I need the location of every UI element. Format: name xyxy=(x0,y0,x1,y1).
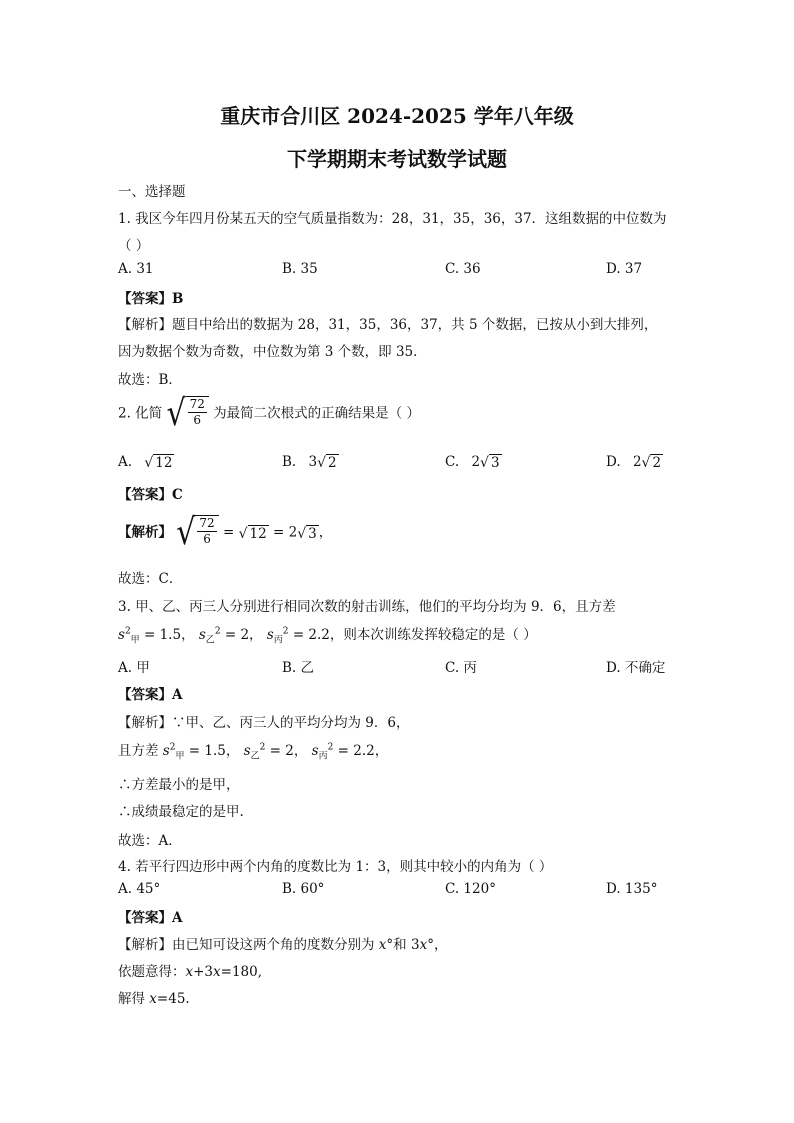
q2-denominator: 6 xyxy=(193,413,202,427)
q4-analysis-line3-a: 解得 xyxy=(118,991,150,1007)
q3-variance-tail: ，则本次训练发挥较稳定的是（ ） xyxy=(329,627,537,643)
q3-conclusion: 故选：A． xyxy=(118,833,182,849)
q4-var-x-2: x xyxy=(419,937,428,953)
q3-analysis-sub-bing: 丙 xyxy=(318,751,328,762)
q4-analysis-line2-c: =180, xyxy=(220,964,263,980)
q2-option-c-radicand: 3 xyxy=(490,455,500,471)
q1-analysis-line1: 【解析】题目中给出的数据为 28，31，35，36，37，共 5 个数据，已按从小到大排列， xyxy=(118,317,658,333)
q1-answer: 【答案】B xyxy=(118,291,184,307)
radical-sign: √ xyxy=(166,392,186,435)
q4-analysis-line1-c: ， xyxy=(433,937,448,953)
q3-analysis-var-bing: = 2.2 xyxy=(337,743,375,759)
q4-var-x-4: x xyxy=(213,964,221,980)
q3-analysis-line3: ∴方差最小的是甲， xyxy=(118,777,240,793)
q2-option-d-label: D. xyxy=(606,454,621,470)
q2-option-d-coef: 2 xyxy=(632,454,642,470)
q1-paren: （ ） xyxy=(118,238,150,254)
q2-option-c: C. 2 √ 3 xyxy=(445,454,500,471)
q2-option-c-coef: 2 xyxy=(471,454,481,470)
q3-option-b: B. 乙 xyxy=(282,660,315,676)
q2-option-a: A. √ 12 xyxy=(118,454,173,471)
q4-analysis-line2 xyxy=(118,960,262,980)
q3-sub-jia: 甲 xyxy=(130,635,140,646)
q2-option-a-radicand: 12 xyxy=(155,455,173,471)
title-line-2: 下学期期末考试数学试题 xyxy=(287,147,507,171)
q2-option-c-label: C. xyxy=(445,454,460,470)
q2-option-d: D. 2 √ 2 xyxy=(606,454,662,471)
q3-analysis-sub-yi: 乙 xyxy=(250,751,260,762)
q2-analysis-denominator: 6 xyxy=(203,532,211,546)
q3-option-d: D. 不确定 xyxy=(606,660,666,676)
q3-var-jia: = 1.5 xyxy=(143,627,182,643)
q3-option-c: C. 丙 xyxy=(445,660,477,676)
q4-analysis-line1-a: 【解析】由已知可设这两个角的度数分别为 xyxy=(118,937,379,953)
title-line-1: 重庆市合川区 2024-2025 学年八年级 xyxy=(220,104,574,128)
q3-analysis-var-yi: = 2 xyxy=(269,743,294,759)
q2-analysis-eq2: = 2 xyxy=(268,524,298,541)
q4-analysis-line3-b: =45. xyxy=(156,991,190,1007)
q2-analysis-radicand1: 12 xyxy=(249,525,267,542)
q1-analysis-line2: 因为数据个数为奇数，中位数为第 3 个数，即 35． xyxy=(118,344,427,360)
q2-option-a-label: A. xyxy=(118,454,133,470)
q2-option-b: B. 3 √ 2 xyxy=(282,454,337,471)
q4-deg-1: ° xyxy=(386,937,394,953)
q3-sub-bing: 丙 xyxy=(273,635,283,646)
q2-answer: 【答案】C xyxy=(118,487,183,503)
q4-analysis-line2-a: 依题意得： xyxy=(118,964,186,980)
q2-stem xyxy=(118,392,420,435)
q2-conclusion: 故选：C． xyxy=(118,571,183,587)
q4-option-c: C. 120° xyxy=(445,881,496,897)
q3-answer: 【答案】A xyxy=(118,687,183,703)
q3-var-bing: = 2.2 xyxy=(292,627,330,643)
q3-analysis-line2-prefix: 且方差 xyxy=(118,743,159,759)
q4-deg-2: ° xyxy=(427,937,434,953)
q2-option-d-radicand: 2 xyxy=(652,455,662,471)
q4-var-x-1: x xyxy=(378,937,387,953)
q1-option-b: B. 35 xyxy=(282,261,318,277)
q4-option-d: D. 135° xyxy=(606,881,658,897)
q2-suffix: 为最简二次根式的正确结果是（ ） xyxy=(213,405,420,422)
q3-analysis-sub-jia: 甲 xyxy=(175,751,185,762)
q3-sub-yi: 乙 xyxy=(205,635,215,646)
q3-analysis-line2: 且方差 $s^2_甲 = 1.5$， $s_乙^2 = 2$， $s_丙^2 = 2.2$， xyxy=(118,742,389,762)
q3-analysis-line1: 【解析】∵甲、乙、丙三人的平均分均为 9．6， xyxy=(118,715,410,731)
q1-conclusion: 故选：B． xyxy=(118,372,182,388)
q4-var-x-3: x xyxy=(185,964,194,980)
q2-analysis: 【解析】 √ $\frac{72}{6}$ = √ 12 = 2 √ 3 ， xyxy=(118,511,333,554)
q2-analysis-label: 【解析】 xyxy=(118,524,172,541)
q2-numerator: 72 xyxy=(189,397,205,411)
q3-variance-line: $s^2_甲 = 1.5$， $s_乙^2 = 2$， $s_丙^2 = 2.2$，则本次训练发挥较稳定的是（ ） xyxy=(118,626,537,646)
q3-analysis-line4: ∴成绩最稳定的是甲. xyxy=(118,804,244,820)
q2-analysis-radicand2: 3 xyxy=(308,525,317,542)
q4-option-b: B. 60° xyxy=(282,881,325,897)
q4-var-x-5: x xyxy=(149,991,157,1007)
q4-answer: 【答案】A xyxy=(118,910,183,926)
q3-stem: 3. 甲、乙、丙三人分别进行相同次数的射击训练，他们的平均分均为 9．6，且方差 xyxy=(118,599,616,615)
q2-option-b-coef: 3 xyxy=(308,454,318,470)
q4-analysis-line2-b: +3 xyxy=(193,964,214,980)
q1-option-a: A. 31 xyxy=(118,261,154,277)
q2-analysis-numerator: 72 xyxy=(199,516,215,530)
q2-prefix: 2. 化简 xyxy=(118,405,163,422)
q2-radical xyxy=(166,392,208,435)
q4-analysis-line3 xyxy=(118,987,190,1007)
q2-option-b-label: B. xyxy=(282,454,297,470)
q4-stem: 4. 若平行四边形中两个内角的度数比为 1：3，则其中较小的内角为（ ） xyxy=(118,859,553,875)
q2-fraction xyxy=(188,397,207,428)
section-heading: 一、选择题 xyxy=(118,184,186,200)
q2-analysis-end: ， xyxy=(318,524,333,541)
q4-analysis-line1 xyxy=(118,933,447,953)
q2-option-b-radicand: 2 xyxy=(328,455,337,471)
q1-option-c: C. 36 xyxy=(445,261,481,277)
q4-analysis-line1-b: 和 3 xyxy=(393,937,420,953)
q1-stem: 1. 我区今年四月份某五天的空气质量指数为：28，31，35，36，37．这组数据的中位数为 xyxy=(118,211,667,227)
q1-option-d: D. 37 xyxy=(606,261,643,277)
q3-analysis-var-jia: = 1.5 xyxy=(188,743,226,759)
q2-analysis-radical: √ $\frac{72}{6}$ xyxy=(176,515,218,551)
q2-analysis-eq1: = xyxy=(223,524,239,541)
q3-var-yi: = 2 xyxy=(224,627,250,643)
q3-option-a: A. 甲 xyxy=(118,660,150,676)
q4-option-a: A. 45° xyxy=(118,881,161,897)
